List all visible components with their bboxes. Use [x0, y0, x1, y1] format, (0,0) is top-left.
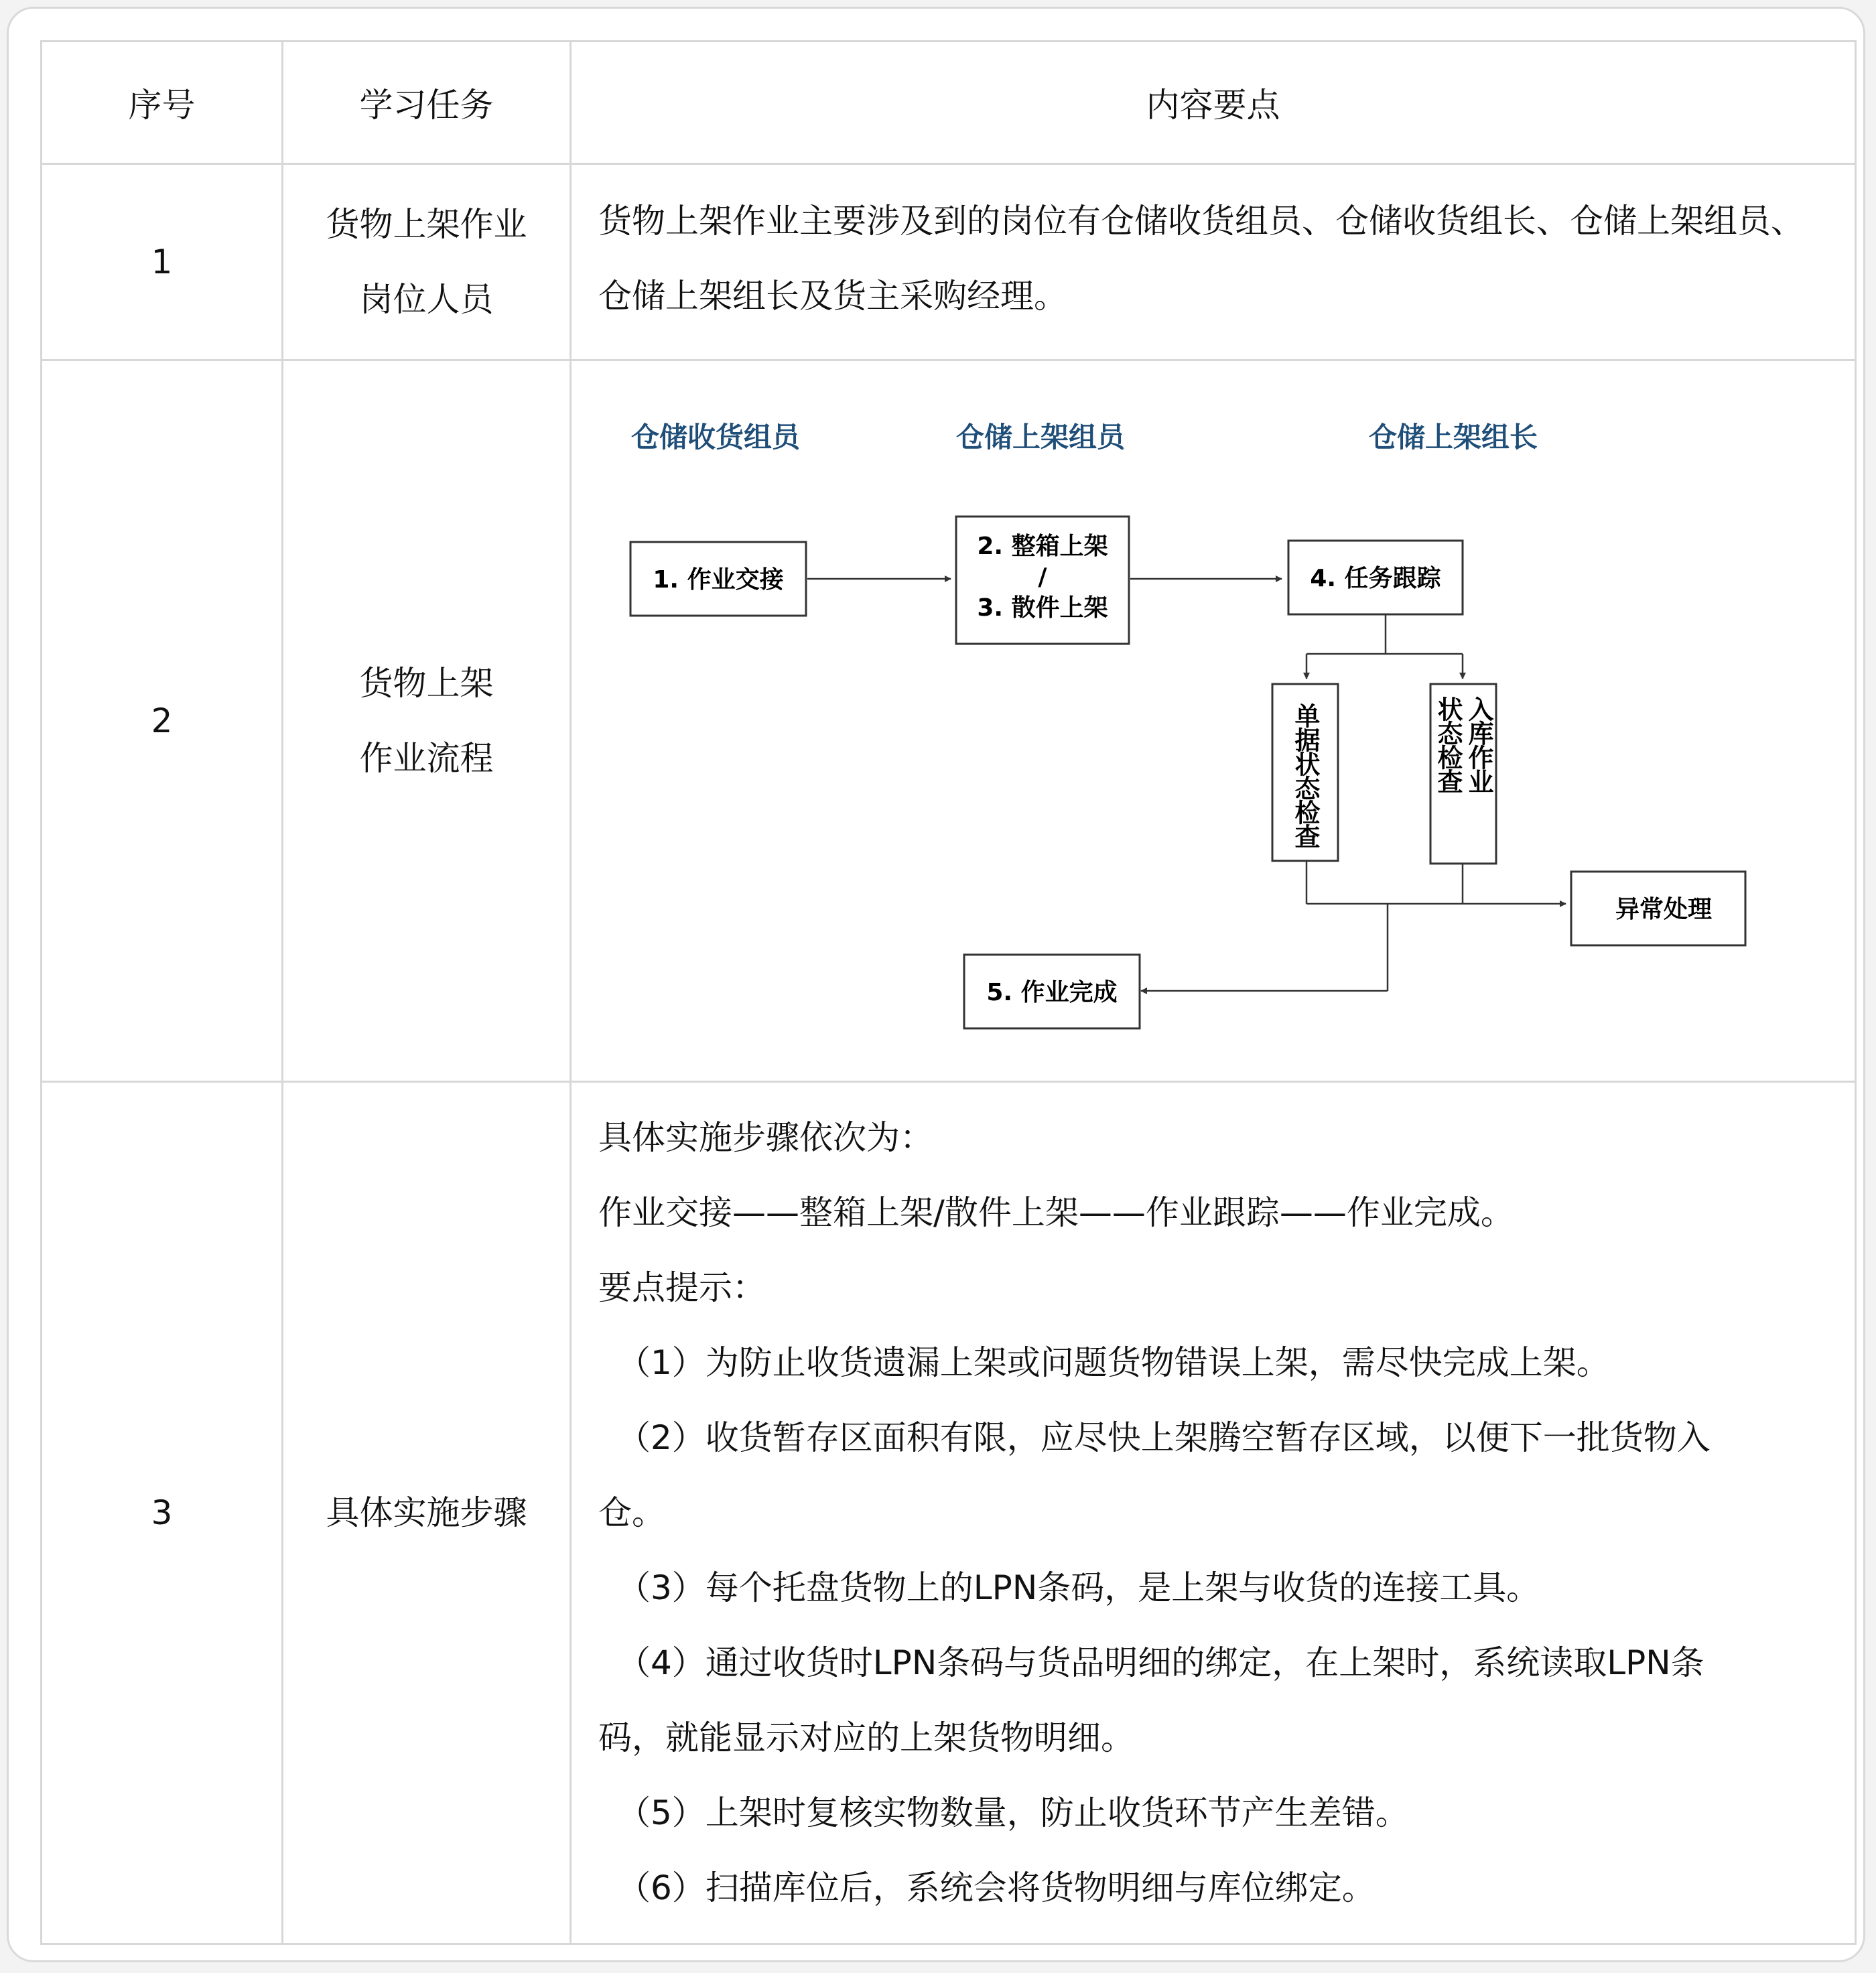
content-text: 货物上架作业主要涉及到的岗位有仓储收货组员、仓储收货组长、仓储上架组员、仓储上架组长及货主采购经理。 — [598, 202, 1804, 316]
task-cell — [283, 360, 571, 1082]
steps-line: 仓。 — [598, 1493, 665, 1532]
header-row — [42, 42, 1856, 164]
table-row — [42, 164, 1856, 360]
diagram-cell — [571, 360, 1856, 1082]
steps-line: 要点提示： — [598, 1268, 766, 1307]
card — [7, 7, 1865, 1962]
box-handover-label: 1. 作业交接 — [653, 566, 784, 594]
box-inbound-label-right: 入库作业 — [1464, 696, 1493, 793]
row-number: 3 — [42, 1082, 283, 1944]
header-content: 内容要点 — [571, 42, 1856, 164]
box-inbound-label-left: 状态检查 — [1433, 696, 1463, 793]
row-number: 2 — [42, 360, 283, 1082]
steps-text — [572, 1083, 1855, 1943]
task-line: 岗位人员 — [359, 280, 494, 319]
box-task-tracking-label: 4. 任务跟踪 — [1310, 565, 1441, 592]
task-cell — [283, 164, 571, 360]
content-cell — [571, 164, 1856, 360]
box-complete-label: 5. 作业完成 — [986, 979, 1118, 1006]
task-line: 具体实施步骤 — [326, 1493, 527, 1532]
flow-diagram — [572, 361, 1851, 1081]
task-table — [40, 40, 1857, 1945]
task-line: 货物上架作业 — [326, 205, 527, 244]
task-line: 作业流程 — [359, 739, 494, 778]
role-shelving-member: 仓储上架组员 — [955, 421, 1126, 454]
task-line: 货物上架 — [359, 664, 494, 703]
box-doc-status-check-label: 单据状态检查 — [1290, 703, 1320, 847]
box-shelving-label-3: 3. 散件上架 — [977, 594, 1108, 622]
row-number: 1 — [42, 164, 283, 360]
steps-line: （3）每个托盘货物上的LPN条码，是上架与收货的连接工具。 — [617, 1568, 1540, 1607]
role-receiving-member: 仓储收货组员 — [630, 421, 801, 454]
steps-line: （1）为防止收货遗漏上架或问题货物错误上架，需尽快完成上架。 — [617, 1343, 1610, 1382]
box-shelving-label-1: 2. 整箱上架 — [977, 533, 1108, 560]
steps-line: 码，就能显示对应的上架货物明细。 — [598, 1718, 1134, 1757]
role-shelving-leader: 仓储上架组长 — [1368, 421, 1538, 454]
table-row — [42, 1082, 1856, 1944]
steps-line: （2）收货暂存区面积有限，应尽快上架腾空暂存区域，以便下一批货物入 — [617, 1418, 1711, 1457]
steps-line: （4）通过收货时LPN条码与货品明细的绑定，在上架时，系统读取LPN条 — [617, 1643, 1704, 1682]
header-num: 序号 — [42, 42, 283, 164]
steps-line: （5）上架时复核实物数量，防止收货环节产生差错。 — [617, 1793, 1409, 1832]
steps-line: 作业交接——整箱上架/散件上架——作业跟踪——作业完成。 — [598, 1193, 1514, 1232]
header-task: 学习任务 — [283, 42, 571, 164]
box-shelving-label-2: / — [1038, 563, 1047, 591]
steps-cell — [571, 1082, 1856, 1944]
box-exception-label: 异常处理 — [1615, 896, 1713, 923]
task-cell — [283, 1082, 571, 1944]
steps-line: （6）扫描库位后，系统会将货物明细与库位绑定。 — [617, 1868, 1376, 1907]
steps-line: 具体实施步骤依次为： — [598, 1118, 933, 1157]
table-row — [42, 360, 1856, 1082]
